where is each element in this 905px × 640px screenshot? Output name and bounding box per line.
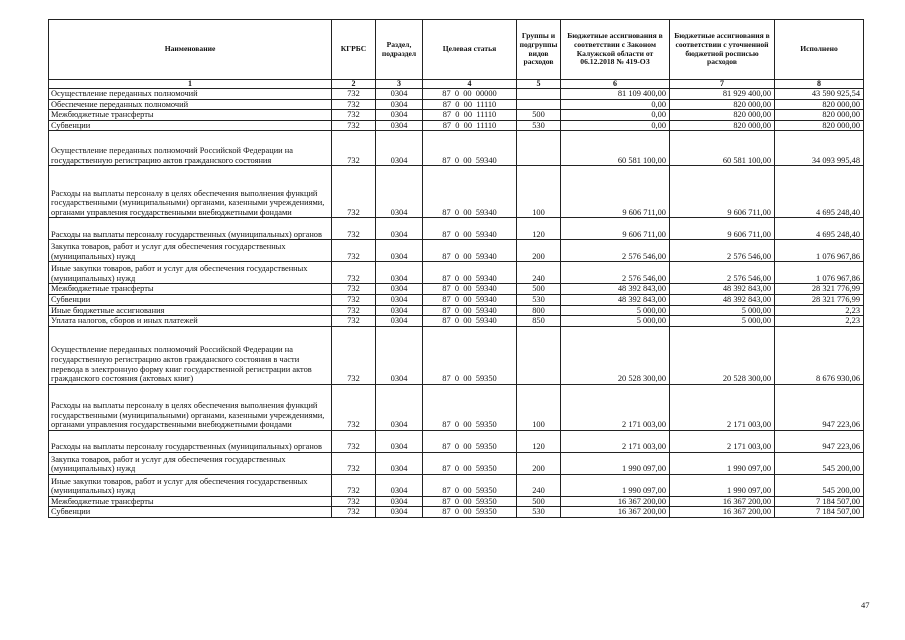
table-row bbox=[49, 452, 864, 474]
row-executed: 7 184 507,00 bbox=[775, 496, 864, 507]
row-expense-type bbox=[517, 89, 561, 100]
row-expense-type: 100 bbox=[517, 166, 561, 218]
row-target-article: 87 0 00 59350 bbox=[423, 430, 517, 452]
table-row bbox=[49, 474, 864, 496]
row-section: 0304 bbox=[376, 305, 423, 316]
row-refined-allocation: 16 367 200,00 bbox=[670, 507, 775, 518]
row-name: Межбюджетные трансферты bbox=[49, 496, 332, 507]
row-name: Осуществление переданных полномочий bbox=[49, 89, 332, 100]
row-executed: 947 223,06 bbox=[775, 430, 864, 452]
row-refined-allocation: 5 000,00 bbox=[670, 316, 775, 327]
row-refined-allocation: 9 606 711,00 bbox=[670, 166, 775, 218]
row-law-allocation: 2 576 546,00 bbox=[561, 240, 670, 262]
row-target-article: 87 0 00 59340 bbox=[423, 240, 517, 262]
row-kgrbs: 732 bbox=[332, 316, 376, 327]
table-body bbox=[49, 89, 864, 518]
row-expense-type: 100 bbox=[517, 384, 561, 430]
row-expense-type: 530 bbox=[517, 294, 561, 305]
row-target-article: 87 0 00 59340 bbox=[423, 262, 517, 284]
row-law-allocation: 0,00 bbox=[561, 99, 670, 110]
table-row bbox=[49, 240, 864, 262]
table-row bbox=[49, 507, 864, 518]
row-refined-allocation: 2 171 003,00 bbox=[670, 430, 775, 452]
row-kgrbs: 732 bbox=[332, 452, 376, 474]
row-executed: 7 184 507,00 bbox=[775, 507, 864, 518]
row-kgrbs: 732 bbox=[332, 110, 376, 121]
row-name: Расходы на выплаты персоналу государственных (муниципальных) органов bbox=[49, 218, 332, 240]
row-target-article: 87 0 00 11110 bbox=[423, 110, 517, 121]
row-kgrbs: 732 bbox=[332, 384, 376, 430]
row-executed: 43 590 925,54 bbox=[775, 89, 864, 100]
row-executed: 4 695 248,40 bbox=[775, 218, 864, 240]
row-section: 0304 bbox=[376, 452, 423, 474]
row-target-article: 87 0 00 59340 bbox=[423, 284, 517, 295]
row-refined-allocation: 20 528 300,00 bbox=[670, 326, 775, 384]
row-law-allocation: 16 367 200,00 bbox=[561, 496, 670, 507]
col-number-6: 6 bbox=[561, 80, 670, 89]
row-refined-allocation: 9 606 711,00 bbox=[670, 218, 775, 240]
row-section: 0304 bbox=[376, 316, 423, 327]
row-refined-allocation: 16 367 200,00 bbox=[670, 496, 775, 507]
row-executed: 1 076 967,86 bbox=[775, 240, 864, 262]
row-target-article: 87 0 00 59350 bbox=[423, 507, 517, 518]
table-row bbox=[49, 99, 864, 110]
row-kgrbs: 732 bbox=[332, 326, 376, 384]
header-target-article: Целевая статья bbox=[423, 20, 517, 80]
row-kgrbs: 732 bbox=[332, 218, 376, 240]
table-row bbox=[49, 305, 864, 316]
row-section: 0304 bbox=[376, 89, 423, 100]
row-name: Обеспечение переданных полномочий bbox=[49, 99, 332, 110]
table-row bbox=[49, 120, 864, 131]
row-law-allocation: 48 392 843,00 bbox=[561, 294, 670, 305]
row-target-article: 87 0 00 59350 bbox=[423, 496, 517, 507]
col-number-7: 7 bbox=[670, 80, 775, 89]
row-kgrbs: 732 bbox=[332, 430, 376, 452]
row-name: Субвенции bbox=[49, 120, 332, 131]
row-name: Иные закупки товаров, работ и услуг для обеспечения государственных (муниципальных) нужд bbox=[49, 474, 332, 496]
budget-execution-table bbox=[48, 19, 864, 518]
row-law-allocation: 5 000,00 bbox=[561, 316, 670, 327]
row-refined-allocation: 60 581 100,00 bbox=[670, 131, 775, 166]
header-expense-type: Группы и подгруппы видов расходов bbox=[517, 20, 561, 80]
table-row bbox=[49, 316, 864, 327]
col-number-4: 4 bbox=[423, 80, 517, 89]
row-kgrbs: 732 bbox=[332, 507, 376, 518]
row-executed: 34 093 995,48 bbox=[775, 131, 864, 166]
row-kgrbs: 732 bbox=[332, 166, 376, 218]
row-section: 0304 bbox=[376, 294, 423, 305]
row-kgrbs: 732 bbox=[332, 131, 376, 166]
header-name: Наименование bbox=[49, 20, 332, 80]
row-target-article: 87 0 00 59350 bbox=[423, 474, 517, 496]
row-target-article: 87 0 00 59340 bbox=[423, 166, 517, 218]
column-number-row bbox=[49, 80, 864, 89]
row-expense-type: 240 bbox=[517, 474, 561, 496]
row-executed: 947 223,06 bbox=[775, 384, 864, 430]
row-kgrbs: 732 bbox=[332, 89, 376, 100]
header-section: Раздел, подраздел bbox=[376, 20, 423, 80]
table-row bbox=[49, 262, 864, 284]
col-number-8: 8 bbox=[775, 80, 864, 89]
row-expense-type: 200 bbox=[517, 240, 561, 262]
row-section: 0304 bbox=[376, 326, 423, 384]
col-number-2: 2 bbox=[332, 80, 376, 89]
header-executed: Исполнено bbox=[775, 20, 864, 80]
col-number-5: 5 bbox=[517, 80, 561, 89]
row-kgrbs: 732 bbox=[332, 240, 376, 262]
row-expense-type: 500 bbox=[517, 284, 561, 295]
row-expense-type: 200 bbox=[517, 452, 561, 474]
row-section: 0304 bbox=[376, 99, 423, 110]
row-section: 0304 bbox=[376, 240, 423, 262]
row-target-article: 87 0 00 59350 bbox=[423, 384, 517, 430]
row-refined-allocation: 48 392 843,00 bbox=[670, 294, 775, 305]
row-section: 0304 bbox=[376, 507, 423, 518]
col-number-1: 1 bbox=[49, 80, 332, 89]
budget-table-sheet bbox=[48, 19, 863, 518]
table-row bbox=[49, 110, 864, 121]
table-row bbox=[49, 294, 864, 305]
row-section: 0304 bbox=[376, 218, 423, 240]
row-law-allocation: 9 606 711,00 bbox=[561, 218, 670, 240]
table-row bbox=[49, 89, 864, 100]
row-expense-type: 120 bbox=[517, 430, 561, 452]
row-refined-allocation: 820 000,00 bbox=[670, 120, 775, 131]
row-law-allocation: 2 171 003,00 bbox=[561, 384, 670, 430]
row-name: Осуществление переданных полномочий Российской Федерации на государственную регистрацию актов гражданского состояния в части перевода в электронную форму книг государственной регистрации актов гражданского состояния (актовых книг) bbox=[49, 326, 332, 384]
row-executed: 2,23 bbox=[775, 305, 864, 316]
page-number: 47 bbox=[861, 600, 870, 610]
row-executed: 2,23 bbox=[775, 316, 864, 327]
table-row bbox=[49, 496, 864, 507]
row-section: 0304 bbox=[376, 262, 423, 284]
row-expense-type: 530 bbox=[517, 120, 561, 131]
row-kgrbs: 732 bbox=[332, 294, 376, 305]
row-law-allocation: 48 392 843,00 bbox=[561, 284, 670, 295]
row-kgrbs: 732 bbox=[332, 262, 376, 284]
header-refined-allocation: Бюджетные ассигнования в соответствии с уточненной бюджетной росписью расходов bbox=[670, 20, 775, 80]
header-law-allocation: Бюджетные ассигнования в соответствии с Законом Калужской области от 06.12.2018 № 419-ОЗ bbox=[561, 20, 670, 80]
row-executed: 820 000,00 bbox=[775, 110, 864, 121]
row-target-article: 87 0 00 59340 bbox=[423, 305, 517, 316]
row-executed: 820 000,00 bbox=[775, 120, 864, 131]
table-row bbox=[49, 166, 864, 218]
row-section: 0304 bbox=[376, 131, 423, 166]
row-executed: 1 076 967,86 bbox=[775, 262, 864, 284]
row-name: Межбюджетные трансферты bbox=[49, 284, 332, 295]
row-target-article: 87 0 00 59350 bbox=[423, 326, 517, 384]
col-number-3: 3 bbox=[376, 80, 423, 89]
row-kgrbs: 732 bbox=[332, 284, 376, 295]
row-target-article: 87 0 00 59340 bbox=[423, 316, 517, 327]
row-executed: 545 200,00 bbox=[775, 452, 864, 474]
row-kgrbs: 732 bbox=[332, 99, 376, 110]
row-expense-type: 240 bbox=[517, 262, 561, 284]
row-target-article: 87 0 00 00000 bbox=[423, 89, 517, 100]
row-refined-allocation: 1 990 097,00 bbox=[670, 474, 775, 496]
row-expense-type: 850 bbox=[517, 316, 561, 327]
row-section: 0304 bbox=[376, 120, 423, 131]
table-row bbox=[49, 131, 864, 166]
row-law-allocation: 1 990 097,00 bbox=[561, 452, 670, 474]
row-name: Уплата налогов, сборов и иных платежей bbox=[49, 316, 332, 327]
row-law-allocation: 20 528 300,00 bbox=[561, 326, 670, 384]
row-law-allocation: 0,00 bbox=[561, 120, 670, 131]
row-refined-allocation: 81 929 400,00 bbox=[670, 89, 775, 100]
row-refined-allocation: 48 392 843,00 bbox=[670, 284, 775, 295]
row-expense-type: 500 bbox=[517, 110, 561, 121]
row-kgrbs: 732 bbox=[332, 474, 376, 496]
row-expense-type: 530 bbox=[517, 507, 561, 518]
table-row bbox=[49, 326, 864, 384]
row-expense-type: 800 bbox=[517, 305, 561, 316]
row-law-allocation: 81 109 400,00 bbox=[561, 89, 670, 100]
row-section: 0304 bbox=[376, 166, 423, 218]
row-expense-type: 120 bbox=[517, 218, 561, 240]
row-executed: 4 695 248,40 bbox=[775, 166, 864, 218]
row-law-allocation: 2 171 003,00 bbox=[561, 430, 670, 452]
row-name: Иные закупки товаров, работ и услуг для обеспечения государственных (муниципальных) нужд bbox=[49, 262, 332, 284]
row-section: 0304 bbox=[376, 474, 423, 496]
table-header-row bbox=[49, 20, 864, 80]
row-executed: 545 200,00 bbox=[775, 474, 864, 496]
row-expense-type: 500 bbox=[517, 496, 561, 507]
row-target-article: 87 0 00 59340 bbox=[423, 294, 517, 305]
row-executed: 28 321 776,99 bbox=[775, 294, 864, 305]
row-expense-type bbox=[517, 99, 561, 110]
row-law-allocation: 60 581 100,00 bbox=[561, 131, 670, 166]
table-row bbox=[49, 284, 864, 295]
table-row bbox=[49, 384, 864, 430]
row-name: Иные бюджетные ассигнования bbox=[49, 305, 332, 316]
row-target-article: 87 0 00 59350 bbox=[423, 452, 517, 474]
row-law-allocation: 0,00 bbox=[561, 110, 670, 121]
row-law-allocation: 5 000,00 bbox=[561, 305, 670, 316]
row-executed: 8 676 930,06 bbox=[775, 326, 864, 384]
row-section: 0304 bbox=[376, 430, 423, 452]
row-refined-allocation: 820 000,00 bbox=[670, 110, 775, 121]
row-law-allocation: 9 606 711,00 bbox=[561, 166, 670, 218]
table-row bbox=[49, 430, 864, 452]
row-expense-type bbox=[517, 131, 561, 166]
row-kgrbs: 732 bbox=[332, 305, 376, 316]
row-section: 0304 bbox=[376, 110, 423, 121]
row-law-allocation: 1 990 097,00 bbox=[561, 474, 670, 496]
row-executed: 28 321 776,99 bbox=[775, 284, 864, 295]
row-refined-allocation: 2 171 003,00 bbox=[670, 384, 775, 430]
row-name: Закупка товаров, работ и услуг для обеспечения государственных (муниципальных) нужд bbox=[49, 240, 332, 262]
row-law-allocation: 2 576 546,00 bbox=[561, 262, 670, 284]
row-name: Субвенции bbox=[49, 294, 332, 305]
row-kgrbs: 732 bbox=[332, 496, 376, 507]
row-refined-allocation: 2 576 546,00 bbox=[670, 262, 775, 284]
row-kgrbs: 732 bbox=[332, 120, 376, 131]
row-name: Расходы на выплаты персоналу в целях обеспечения выполнения функций государственными (муниципальными) органами, казенными учреждениями, органами управления государственными внебюджетными фондами bbox=[49, 166, 332, 218]
row-name: Расходы на выплаты персоналу в целях обеспечения выполнения функций государственными (муниципальными) органами, казенными учреждениями, органами управления государственными внебюджетными фондами bbox=[49, 384, 332, 430]
row-target-article: 87 0 00 11110 bbox=[423, 120, 517, 131]
row-expense-type bbox=[517, 326, 561, 384]
header-kgrbs: КГРБС bbox=[332, 20, 376, 80]
table-row bbox=[49, 218, 864, 240]
row-name: Субвенции bbox=[49, 507, 332, 518]
row-refined-allocation: 2 576 546,00 bbox=[670, 240, 775, 262]
row-name: Расходы на выплаты персоналу государственных (муниципальных) органов bbox=[49, 430, 332, 452]
row-refined-allocation: 820 000,00 bbox=[670, 99, 775, 110]
row-refined-allocation: 5 000,00 bbox=[670, 305, 775, 316]
row-name: Закупка товаров, работ и услуг для обеспечения государственных (муниципальных) нужд bbox=[49, 452, 332, 474]
row-executed: 820 000,00 bbox=[775, 99, 864, 110]
row-section: 0304 bbox=[376, 284, 423, 295]
row-target-article: 87 0 00 59340 bbox=[423, 218, 517, 240]
row-law-allocation: 16 367 200,00 bbox=[561, 507, 670, 518]
row-name: Межбюджетные трансферты bbox=[49, 110, 332, 121]
row-refined-allocation: 1 990 097,00 bbox=[670, 452, 775, 474]
row-target-article: 87 0 00 59340 bbox=[423, 131, 517, 166]
row-target-article: 87 0 00 11110 bbox=[423, 99, 517, 110]
row-section: 0304 bbox=[376, 384, 423, 430]
row-name: Осуществление переданных полномочий Российской Федерации на государственную регистрацию актов гражданского состояния bbox=[49, 131, 332, 166]
row-section: 0304 bbox=[376, 496, 423, 507]
